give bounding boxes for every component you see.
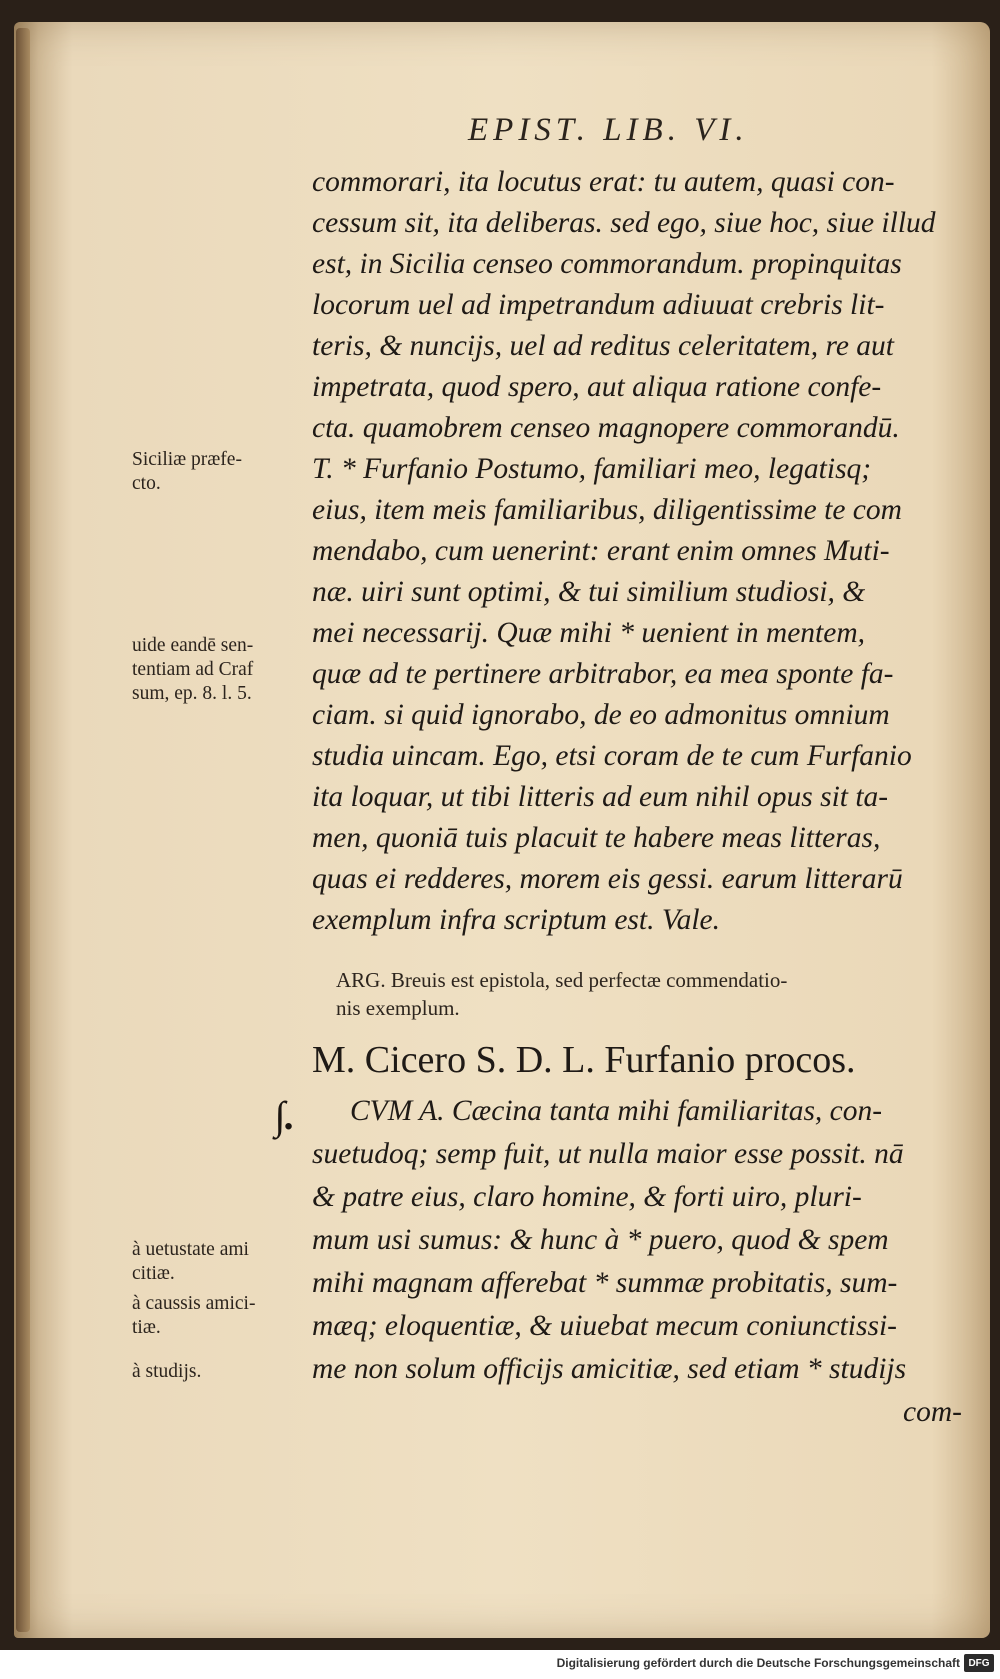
- text-line: ita loquar, ut tibi litteris ad eum nihil opus sit ta-: [312, 781, 889, 813]
- text-line: men, quoniā tuis placuit te habere meas litteras,: [312, 822, 881, 854]
- text-line: locorum uel ad impetrandum adiuuat crebris lit-: [312, 289, 885, 321]
- signature-mark: ∫.: [274, 1093, 295, 1138]
- text-line: commorari, ita locutus erat: tu autem, quasi con-: [312, 166, 895, 198]
- margin-note-studijs: [132, 1360, 312, 1384]
- margin-note-line: à uetustate ami: [132, 1239, 249, 1260]
- margin-note-line: citiæ.: [132, 1263, 175, 1284]
- text-line: eius, item meis familiaribus, diligentissime te com: [312, 494, 902, 526]
- text-line: ciam. si quid ignorabo, de eo admonitus omnium: [312, 699, 890, 731]
- running-head: EPIST. LIB. VI.: [468, 112, 749, 148]
- text-line: studia uincam. Ego, etsi coram de te cum Furfanio: [312, 740, 912, 772]
- main-text-block: [312, 162, 962, 941]
- text-line: est, in Sicilia censeo commorandum. propinquitas: [312, 248, 902, 280]
- margin-note-uetustate: [132, 1238, 312, 1286]
- text-line: suetudoq; semp fuit, ut nulla maior esse possit. nā: [312, 1138, 904, 1170]
- margin-note-crassum: [132, 634, 312, 706]
- text-line: T. * Furfanio Postumo, familiari meo, legatisq;: [312, 453, 872, 485]
- margin-note-line: à caussis amici-: [132, 1293, 256, 1314]
- funding-credit: Digitalisierung gefördert durch die Deutsche Forschungsgemeinschaft: [556, 1656, 960, 1670]
- text-line: næ. uiri sunt optimi, & tui similium studiosi, &: [312, 576, 866, 608]
- argument-line: nis exemplum.: [336, 996, 460, 1020]
- text-line: CVM A. Cæcina tanta mihi familiaritas, con-: [350, 1095, 883, 1127]
- margin-note-line: Siciliæ præfe-: [132, 449, 242, 470]
- text-line: me non solum officijs amicitiæ, sed etiam * studijs: [312, 1353, 907, 1385]
- text-line: mendabo, cum uenerint: erant enim omnes Muti-: [312, 535, 890, 567]
- text-line: teris, & nuncijs, uel ad reditus celeritatem, re aut: [312, 330, 894, 362]
- text-line: mihi magnam afferebat * summæ probitatis, sum-: [312, 1267, 898, 1299]
- text-line: cta. quamobrem censeo magnopere commorandū.: [312, 412, 900, 444]
- margin-note-sicilia: [132, 448, 312, 496]
- dfg-logo-icon: DFG: [964, 1654, 994, 1672]
- footer-bar: [0, 1650, 1000, 1679]
- argument-line: ARG. Breuis est epistola, sed perfectæ commendatio-: [336, 968, 788, 992]
- margin-note-line: tentiam ad Craf: [132, 659, 254, 680]
- text-line: mum usi sumus: & hunc à * puero, quod & spem: [312, 1224, 889, 1256]
- text-line: mæq; eloquentiæ, & uiuebat mecum coniunctissi-: [312, 1310, 897, 1342]
- text-line: quas ei redderes, morem eis gessi. earum litterarū: [312, 863, 903, 895]
- argument-summary: [336, 966, 956, 1022]
- letter-body: [312, 1090, 962, 1434]
- letter-title: M. Cicero S. D. L. Furfanio procos.: [312, 1039, 856, 1081]
- margin-note-caussis: [132, 1292, 312, 1340]
- margin-note-line: uide eandē sen-: [132, 635, 254, 656]
- text-line: quæ ad te pertinere arbitrabor, ea mea sponte fa-: [312, 658, 894, 690]
- text-line: & patre eius, claro homine, & forti uiro, pluri-: [312, 1181, 862, 1213]
- binding-edge: [16, 28, 30, 1632]
- text-line: cessum sit, ita deliberas. sed ego, siue hoc, siue illud: [312, 207, 936, 239]
- margin-note-line: sum, ep. 8. l. 5.: [132, 683, 252, 704]
- text-line: impetrata, quod spero, aut aliqua ratione confe-: [312, 371, 882, 403]
- margin-note-line: à studijs.: [132, 1361, 202, 1382]
- margin-note-line: cto.: [132, 473, 161, 494]
- margin-note-line: tiæ.: [132, 1317, 161, 1338]
- text-line: exemplum infra scriptum est. Vale.: [312, 904, 721, 936]
- catchword: com-: [903, 1396, 962, 1428]
- text-line: mei necessarij. Quæ mihi * uenient in mentem,: [312, 617, 866, 649]
